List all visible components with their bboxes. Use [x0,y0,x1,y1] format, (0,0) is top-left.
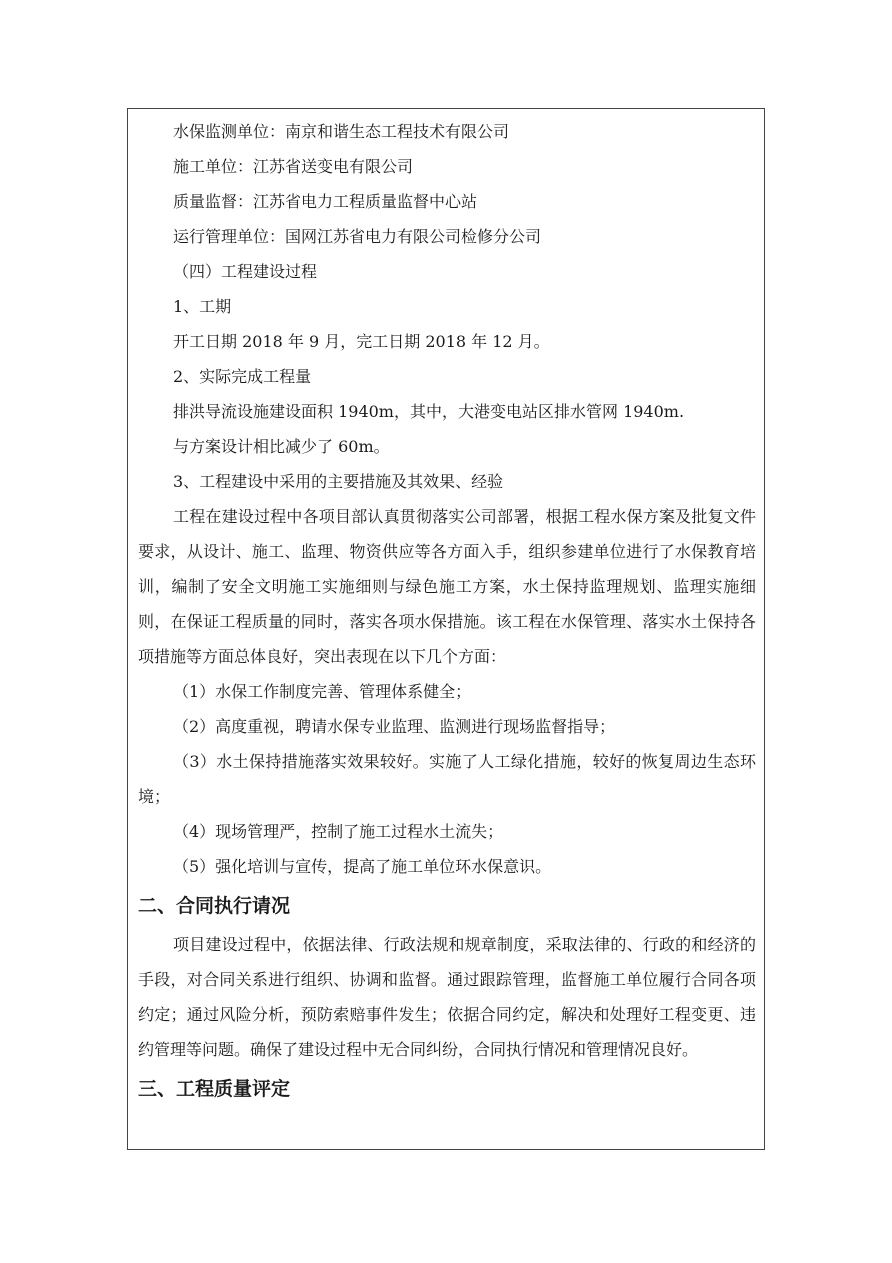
contract-paragraph: 项目建设过程中，依据法律、行政法规和规章制度，采取法律的、行政的和经济的手段，对合同关系进行组织、协调和监督。通过跟踪管理，监督施工单位履行合同各项约定；通过风险分析，预防索赔事件发生；依据合同约定，解决和处理好工程变更、违约管理等问题。确保了建设过程中无合同纠纷，合同执行情况和管理情况良好。 [138,935,756,1059]
section-heading-quality: 三、工程质量评定 [138,1078,291,1100]
document-body [138,114,756,1109]
content-frame [127,108,765,1150]
measures-paragraph: 工程在建设过程中各项目部认真贯彻落实公司部署，根据工程水保方案及批复文件要求，从设计、施工、监理、物资供应等各方面入手，组织参建单位进行了水保教育培训，编制了安全文明施工实施细则与绿色施工方案，水土保持监理规划、监理实施细则，在保证工程质量的同时，落实各项水保措施。该工程在水保管理、落实水土保持各项措施等方面总体良好，突出表现在以下几个方面： [138,507,756,666]
reduction-line: 与方案设计相比减少了 60m。 [173,437,390,456]
measure-item-1: （1）水保工作制度完善、管理体系健全； [173,682,472,701]
measure-item-3: （3）水土保持措施落实效果较好。实施了人工绿化措施，较好的恢复周边生态环境； [138,752,756,806]
quality-supervision-line: 质量监督：江苏省电力工程质量监督中心站 [173,192,478,211]
section-heading-contract: 二、合同执行请况 [138,895,291,917]
drainage-area-line: 排洪导流设施建设面积 1940m，其中，大港变电站区排水管网 1940m. [173,402,685,421]
construction-unit-line: 施工单位：江苏省送变电有限公司 [173,157,414,176]
item-heading-quantities: 2、实际完成工程量 [173,367,312,386]
measure-item-4: （4）现场管理严，控制了施工过程水土流失； [173,822,504,841]
item-heading-measures: 3、工程建设中采用的主要措施及其效果、经验 [173,472,504,491]
schedule-dates-line: 开工日期 2018 年 9 月，完工日期 2018 年 12 月。 [173,332,550,351]
measure-item-5: （5）强化培训与宣传，提高了施工单位环水保意识。 [173,857,552,876]
monitoring-unit-line: 水保监测单位：南京和谐生态工程技术有限公司 [173,122,510,141]
item-heading-schedule: 1、工期 [173,297,232,316]
measure-item-2: （2）高度重视，聘请水保专业监理、监测进行现场监督指导； [173,717,616,736]
operation-unit-line: 运行管理单位：国网江苏省电力有限公司检修分公司 [173,227,542,246]
subsection-heading-process: （四）工程建设过程 [173,262,318,281]
